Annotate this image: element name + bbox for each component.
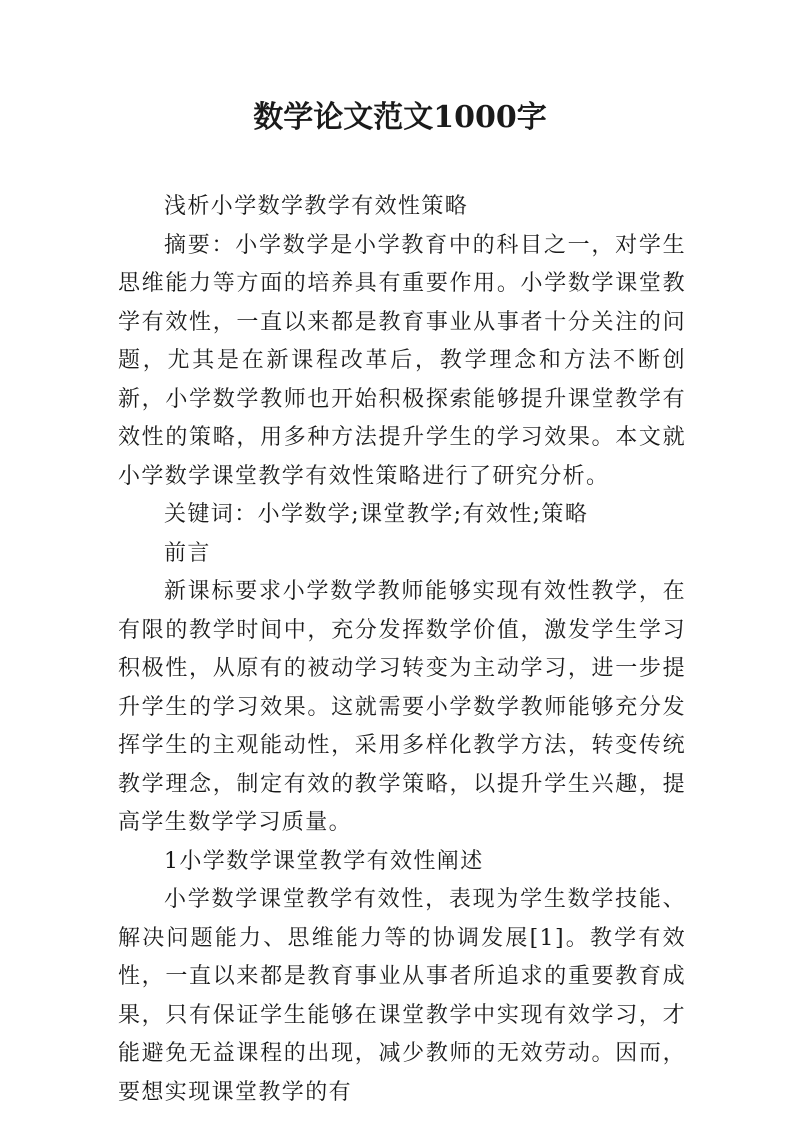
paper-title-paragraph: 浅析小学数学教学有效性策略: [164, 194, 469, 219]
preface-paragraph: 新课标要求小学数学教师能够实现有效性教学，在有限的教学时间中，充分发挥数学价值，激发学生学习积极性，从原有的被动学习转变为主动学习，进一步提升学生的学习效果。这就需要小学数学教师能够充分发挥学生的主观能动性，采用多样化教学方法，转变传统教学理念，制定有效的教学策略，以提升学生兴趣，提高学生数学学习质量。: [118, 579, 686, 835]
document-title: 数学论文范文1000字: [253, 100, 547, 135]
section-1-paragraph: 小学数学课堂教学有效性，表现为学生数学技能、解决问题能力、思维能力等的协调发展[1]。教学有效性，一直以来都是教育事业从事者所追求的重要教育成果，只有保证学生能够在课堂教学中实现有效学习，才能避免无益课程的出现，减少教师的无效劳动。因而，要想实现课堂教学的有: [118, 887, 686, 1105]
preface-heading: 前言: [164, 540, 211, 566]
document-body: [118, 188, 686, 1112]
keywords-paragraph: 关键词：小学数学;课堂教学;有效性;策略: [164, 502, 589, 527]
section-1-heading: 1小学数学课堂教学有效性阐述: [164, 848, 484, 874]
abstract-paragraph: 摘要：小学数学是小学教育中的科目之一，对学生思维能力等方面的培养具有重要作用。小学数学课堂教学有效性，一直以来都是教育事业从事者十分关注的问题，尤其是在新课程改革后，教学理念和方法不断创新，小学数学教师也开始积极探索能够提升课堂教学有效性的策略，用多种方法提升学生的学习效果。本文就小学数学课堂教学有效性策略进行了研究分析。: [118, 232, 686, 489]
